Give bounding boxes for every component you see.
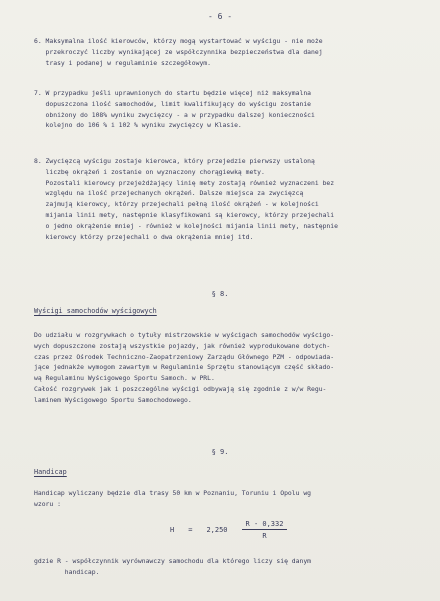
handicap-formula: [170, 520, 287, 540]
formula-numerator: R - 0,332: [242, 520, 288, 530]
paragraph-item-8: 8. Zwycięzcą wyścigu zostaje kierowca, który przejedzie pierwszy ustaloną liczbę okrążeń i zostanie on wyznaczony chorągiewką mety. Pozostali kierowcy przejeżdżający linię mety zostają również wyznaczeni bez względu na ilość przejechanych okrążeń. Dalsze miejsca za zwycięzcą zajmują kierowcy, którzy przejechali pełną ilość okrążeń - w kolejności mijania linii mety, następnie klasyfikowani są kierowcy, którzy przejechali o jedno okrążenie mniej - również w kolejności mijania linii mety, następnie kierowcy którzy przejechali o dwa okrążenia mniej itd.: [34, 157, 338, 241]
formula-equals: =: [188, 526, 193, 534]
formula-explanation: gdzie R - współczynnik wyrównawczy samochodu dla którego liczy się danym handicap.: [34, 557, 312, 576]
formula-denominator: R: [262, 532, 267, 540]
section-9-paragraph: Handicap wyliczany będzie dla trasy 50 km w Poznaniu, Toruniu i Opolu wg wzoru :: [34, 489, 312, 508]
paragraph-item-7: 7. W przypadku jeśli uprawnionych do startu będzie więcej niż maksymalna dopuszczona ilość samochodów, limit kwalifikujący do wyścigu zostanie obniżony do 108% wyniku zwycięzcy - a w przypadku dalszej konieczności kolejno do 106 % i 102 % wyniku zwycięzcy w Klasie.: [34, 89, 315, 130]
formula-lhs: H: [170, 526, 175, 534]
section-9-subheading: Handicap: [34, 468, 67, 476]
page-number: - 6 -: [207, 12, 233, 21]
section-8-subheading: Wyścigi samochodów wyścigowych: [34, 307, 157, 315]
paragraph-item-6: 6. Maksymalna ilość kierowców, którzy mogą wystartować w wyścigu - nie może przekroczyć liczby wynikającej ze współczynnika bezpieczeństwa dla danej trasy i podanej w regulaminie szczegółowym.: [34, 37, 323, 67]
formula-coefficient: 2,250: [206, 526, 228, 534]
section-8-paragraph: Do udziału w rozgrywkach o tytuły mistrzowskie w wyścigach samochodów wyścigo- wych dopuszczone zostają wszystkie pojazdy, jak również wyprodukowane dotych- czas przez Ośrodek Techniczno-Zaopatrzeniowy Zarządu Głównego PZM - odpowiada- jące jednakże wymogom zawartym w Regulaminie Sprzętu stanowiącym część składo- wą Regulaminu Wyścigowego Sportu Samoch. w PRL. Całość rozgrywek jak i poszczególne wyścigi odbywają się zgodnie z w/w Regu- laminem Wyścigowego Sportu Samochodowego.: [34, 331, 335, 404]
section-8-heading: § 8.: [211, 290, 229, 298]
formula-fraction: [242, 520, 288, 540]
section-9-heading: § 9.: [211, 448, 229, 456]
